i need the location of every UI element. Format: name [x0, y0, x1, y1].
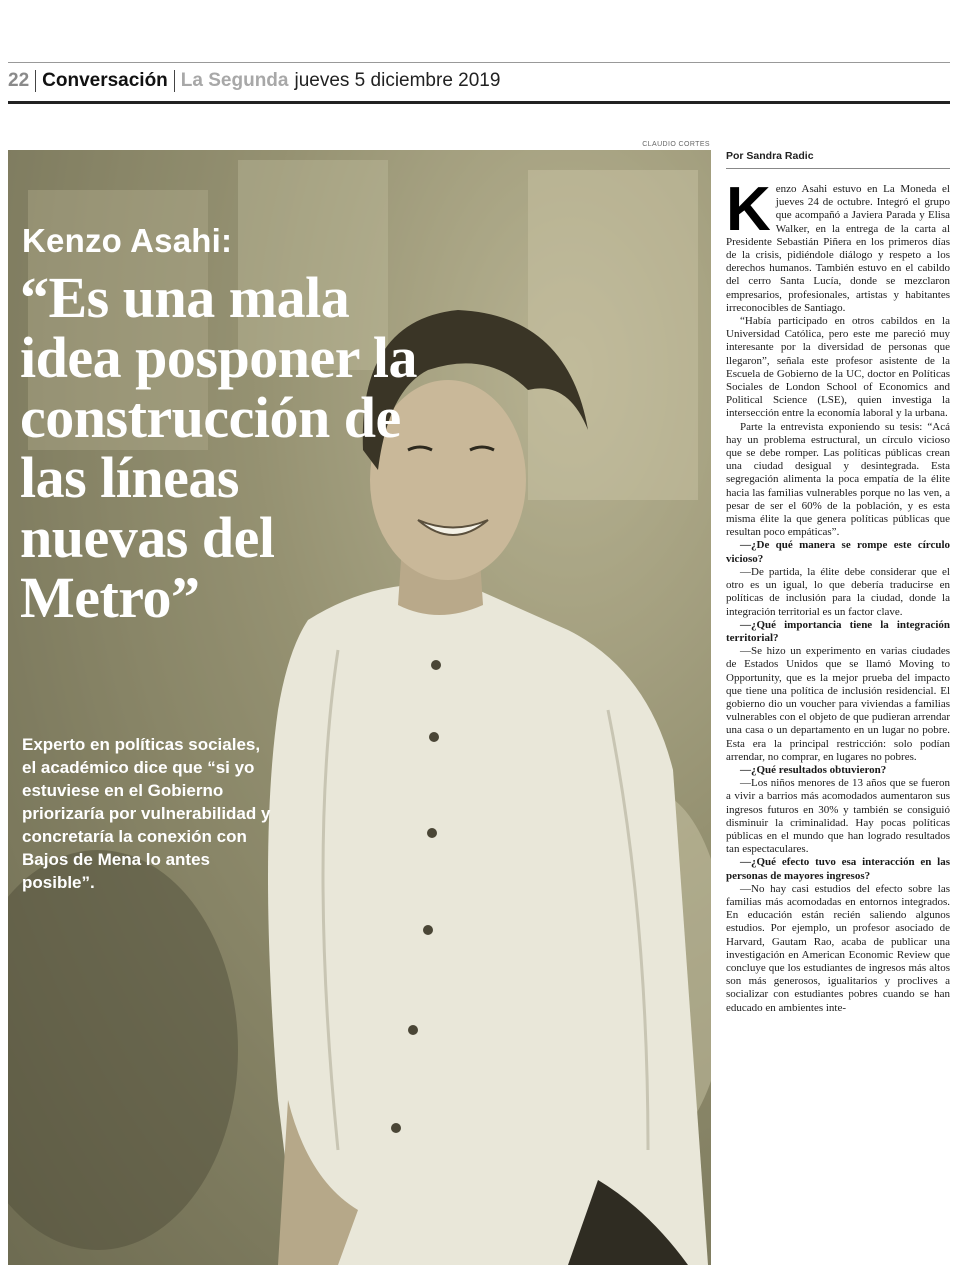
interview-question: —¿Qué efecto tuvo esa interacción en las personas de mayores ingresos?	[726, 856, 950, 882]
headline: “Es una mala idea posponer la construcción de las líneas nuevas del Metro”	[20, 265, 418, 630]
page-header	[8, 66, 950, 96]
photo-credit: CLAUDIO CORTES	[642, 141, 710, 148]
newspaper-name: La Segunda	[180, 70, 289, 91]
header-divider	[35, 70, 36, 92]
interview-answer: —Se hizo un experimento en varias ciudades de Estados Unidos que se llamó Moving to Opportunity, que es la mejor prueba del impacto que tiene una política de inclusión residencial. El gobierno dio un voucher para viviendas a familias vulnerables con el objeto de que pudieran arrendar una casa o un departamento en un lugar no pobre. Esta era la principal restricción: solo podían arrendar, no comprar, en lugares no pobres.	[726, 645, 950, 763]
article-column	[726, 150, 950, 1015]
article-body	[726, 175, 950, 1015]
headline-overlay	[8, 150, 711, 1265]
page-number: 22	[8, 70, 30, 91]
header-rule	[8, 101, 950, 104]
interview-question: —¿De qué manera se rompe este círculo vicioso?	[726, 539, 950, 565]
article-paragraph: Kenzo Asahi estuvo en La Moneda el jueves 24 de octubre. Integró el grupo que acompañó a Javiera Parada y Elisa Walker, en la entrega de la carta al Presidente Sebastián Piñera en los primeros días de la crisis, pidiéndole diálogo y respeto a los derechos humanos. También estuvo en el cabildo del cerro Santa Lucía, donde se mezclaron empresarios, profesionales, artistas y habitantes irreconocibles de Santiago.	[726, 175, 950, 314]
section-name: Conversación	[42, 70, 168, 91]
portrait-photo	[8, 150, 711, 1265]
interview-question: —¿Qué importancia tiene la integración territorial?	[726, 618, 950, 644]
interview-answer: —De partida, la élite debe considerar que el otro es un igual, lo que debería traducirse en políticas de inclusión para la ciudad, donde la integración territorial es un factor clave.	[726, 565, 950, 618]
interview-question: —¿Qué resultados obtuvieron?	[740, 763, 887, 776]
issue-date: jueves 5 diciembre 2019	[294, 70, 501, 91]
article-paragraph: Parte la entrevista exponiendo su tesis: “Acá hay un problema estructural, un círculo vicioso que se debe romper. Las políticas públicas crean una ciudad desigual y desintegrada. Esta segregación alimenta la poca empatía de la élite hacia las familias vulnerables porque no las ven, a pesar de ser el 60% de la población, y es esta misma élite la que genera políticas públicas que resultan poco empáticas”.	[726, 420, 950, 539]
article-paragraph: “Había participado en otros cabildos en la Universidad Católica, pero este me pareció muy interesante por la diversidad de personas que llegaron”, señala este profesor asistente de la Escuela de Gobierno de la UC, doctor en Políticas Sociales de London School of Economics and Political Science (LSE), quien investiga la intersección entre la economía laboral y la urbana.	[726, 315, 950, 420]
byline: Por Sandra Radic	[726, 150, 950, 169]
interview-answer: —No hay casi estudios del efecto sobre las familias más acomodadas en entornos integrados. En educación están recién saliendo algunos estudios. Por ejemplo, un profesor asociado de Harvard, Gautam Rao, acaba de publicar una investigación en American Economic Review que concluye que los estudiantes de ingresos más altos son más generosos, igualitarios y proclives a socializar con estudiantes pobres cuando se han educado en ambientes inte-	[726, 882, 950, 1014]
interviewee-name: Kenzo Asahi:	[22, 222, 233, 259]
header-top-line	[8, 62, 950, 63]
deck-summary: Experto en políticas sociales, el académico dice que “si yo estuviese en el Gobierno priorizaría por vulnerabilidad y concretaría la conexión con Bajos de Mena lo antes posible”.	[22, 735, 271, 892]
drop-cap: K	[726, 175, 771, 244]
interview-answer: —Los niños menores de 13 años que se fueron a vivir a barrios más acomodados aumentaron sus ingresos futuros en 30% y también se consiguió disminuir la criminalidad. Hay pocas políticas públicas en el mundo que han logrado resultados tan espectaculares.	[726, 777, 950, 856]
header-divider	[174, 70, 175, 92]
